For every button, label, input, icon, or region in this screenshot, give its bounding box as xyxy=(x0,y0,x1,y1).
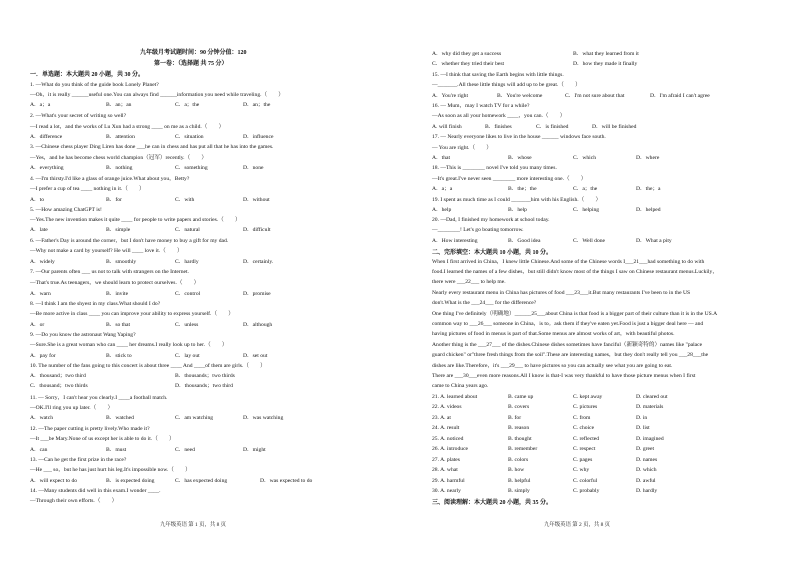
q19-stem: 19. I spent as much time as I could _______him with his English.（ ） xyxy=(432,197,602,203)
q18-option-b[interactable]: B．the；the xyxy=(508,186,537,192)
cloze-option[interactable]: C. pages xyxy=(573,457,593,463)
cloze-option[interactable]: D. list xyxy=(636,425,650,431)
q2-option-b[interactable]: B．attention xyxy=(106,134,135,140)
q11-option-b[interactable]: B．watched xyxy=(106,415,134,421)
q17-stem: 17. — Nearly everyone likes to live in the house ______ windows face south. xyxy=(432,134,606,140)
page-footer-1: 九年级英语 第 1 页，共 8 页 xyxy=(160,522,227,528)
q6-option-d[interactable]: D．certainly. xyxy=(243,259,274,265)
passage-line: One thing I've definitely（明确地）______25___about China is that food is a bigger part of their culture than it is in the US.A xyxy=(432,311,718,317)
q7-option-b[interactable]: B．invite xyxy=(106,291,129,297)
q1-option-d[interactable]: D．an；the xyxy=(243,102,271,108)
passage-line: food.I learned the names of a few dishes，but still didn't know most of the things I saw on Chinese restaurant menus.Luckily， xyxy=(432,269,718,275)
right-column xyxy=(432,0,772,561)
q8-option-c[interactable]: C．unless xyxy=(175,322,199,328)
q13-option-b[interactable]: B．is expected doing xyxy=(106,478,155,484)
q14-option-b[interactable]: B．what they learned from it xyxy=(573,51,639,57)
q19-option-d[interactable]: D．helped xyxy=(636,207,661,213)
q5-option-a[interactable]: A．late xyxy=(30,227,48,233)
cloze-option[interactable]: 21. A. learned about xyxy=(432,394,478,400)
q4-option-b[interactable]: B．for xyxy=(106,197,122,203)
q5-option-c[interactable]: C．natural xyxy=(175,227,200,233)
cloze-option[interactable]: 23. A. at xyxy=(432,415,451,421)
cloze-option[interactable]: B. for xyxy=(508,415,522,421)
cloze-option[interactable]: D. hardly xyxy=(636,488,658,494)
cloze-option[interactable]: C. choice xyxy=(573,425,595,431)
q10-option-a[interactable]: A．thousand；two third xyxy=(30,373,86,379)
q4-option-c[interactable]: C．with xyxy=(175,197,195,203)
q1-stem: 1. —What do you think of the guide book Lonely Planet? xyxy=(30,82,159,88)
cloze-option[interactable]: B. helpful xyxy=(508,478,531,484)
cloze-option[interactable]: C. respect xyxy=(573,446,596,452)
cloze-option[interactable]: B. simply xyxy=(508,488,530,494)
cloze-option[interactable]: D. which xyxy=(636,467,657,473)
q4-line2: —I prefer a cup of tea ____ nothing in it.（ ） xyxy=(30,186,145,192)
q2-stem: 2. —What's your secret of writing so well? xyxy=(30,113,127,119)
q7-option-a[interactable]: A．warn xyxy=(30,291,51,297)
q11-line2: —OK.I'll ring you up later.（ ） xyxy=(30,405,114,411)
q4-stem: 4. —I'm thirsty.I'd like a glass of orange juice.What about you，Betty? xyxy=(30,176,190,182)
q9-line2: —Sure.She is a great woman who can ____ her dreams.I really look up to her.（ ） xyxy=(30,342,228,348)
q4-option-a[interactable]: A．to xyxy=(30,197,44,203)
q16-option-d[interactable]: D．will be finished xyxy=(592,124,637,130)
q14-option-d[interactable]: D．how they made it finally xyxy=(573,61,638,67)
passage-line: came to China years ago. xyxy=(432,383,489,389)
passage-line: don't.What is the ___24___ for the difference? xyxy=(432,300,537,306)
section-one-heading: 一．单选题：本大题共 20 小题，共 30 分。 xyxy=(30,72,145,78)
cloze-option[interactable]: B. came up xyxy=(508,394,534,400)
q2-line2: —I read a lot，and the works of Lu Xun had a strong ____ on me as a child.（ ） xyxy=(30,124,225,130)
q15-line2: —_______.All these little things will add up to be great.（ ） xyxy=(432,82,581,88)
cloze-option[interactable]: C. from xyxy=(573,415,591,421)
q20-option-d[interactable]: D．What a pity xyxy=(636,238,672,244)
cloze-option[interactable]: D. awful xyxy=(636,478,656,484)
q6-line2: —Why not make a card by yourself? He will ____ love it.（ ） xyxy=(30,248,183,254)
cloze-option[interactable]: D. greet xyxy=(636,446,655,452)
passage-line: having pictures of food in menus is part of that.Some menus are almost works of art，with beautiful photos. xyxy=(432,331,675,337)
q12-line2: —It ___be Mary.None of us except her is able to do it.（ ） xyxy=(30,436,175,442)
part-one-heading: 第一卷：（选择题 共 75 分） xyxy=(154,61,228,67)
q8-option-a[interactable]: A．or xyxy=(30,322,45,328)
q10-option-d[interactable]: D．thousands；two third xyxy=(175,383,233,389)
cloze-option[interactable]: C. pictures xyxy=(573,404,598,410)
cloze-option[interactable]: 27. A. plates xyxy=(432,457,460,463)
page-footer-2: 九年级英语 第 2 页，共 8 页 xyxy=(544,522,611,528)
q1-option-c[interactable]: C．a；the xyxy=(175,102,200,108)
passage-line: Another thing is the ___27___ of the dishes.Chinese dishes sometimes have fanciful（新颖奇特的）names like "palace xyxy=(432,342,703,348)
q12-option-c[interactable]: C．need xyxy=(175,447,195,453)
cloze-option[interactable]: B. thought xyxy=(508,436,532,442)
q17-option-d[interactable]: D．where xyxy=(636,155,660,161)
cloze-option[interactable]: D. in xyxy=(636,415,648,421)
q20-line2: —________! Let's go boating tomorrow. xyxy=(432,227,524,233)
q9-option-b[interactable]: B．stick to xyxy=(106,353,132,359)
q2-option-d[interactable]: D．influence xyxy=(243,134,274,140)
q5-line2: —Yes.The new invention makes it quite ____ for people to write papers and stories.（ ） xyxy=(30,217,241,223)
q3-line2: —Yes，and he has become chess world champion（冠军）recently.（ ） xyxy=(30,155,207,161)
section-two-heading: 二、完形填空：本大题共 10 小题，共 10 分。 xyxy=(432,250,553,256)
q18-option-d[interactable]: D．the；a xyxy=(636,186,661,192)
q19-option-b[interactable]: B．help xyxy=(508,207,527,213)
q14-option-c[interactable]: C．whether they tried their best xyxy=(432,61,505,67)
q20-option-c[interactable]: C．Well done xyxy=(573,238,606,244)
q5-stem: 5. —How amazing ChatGPT is! xyxy=(30,207,102,213)
q13-option-a[interactable]: A．will expect to do xyxy=(30,478,78,484)
q17-line2: — You are right.（ ） xyxy=(432,145,492,151)
q17-option-c[interactable]: C．which xyxy=(573,155,596,161)
cloze-option[interactable]: B. how xyxy=(508,467,525,473)
q3-option-b[interactable]: B．nothing xyxy=(106,165,133,171)
q1-option-b[interactable]: B．an；an xyxy=(106,102,132,108)
q2-option-c[interactable]: C．situation xyxy=(175,134,204,140)
cloze-option[interactable]: C. kept away xyxy=(573,394,603,400)
q8-option-d[interactable]: D．although xyxy=(243,322,273,328)
q16-option-a[interactable]: A. will finish xyxy=(432,124,462,130)
q15-stem: 15. —I think that saving the Earth begins with little things. xyxy=(432,72,564,78)
q3-stem: 3. —Chinese chess player Ding Liren has done ___he can in chess and has put all that he has into the games. xyxy=(30,144,274,150)
q12-stem: 12. —The paper cutting is pretty lively.Who made it? xyxy=(30,426,150,432)
passage-line: When I first arrived in China，I knew little Chinese.And some of the Chinese words I___21___had something to do with xyxy=(432,259,705,265)
q13-line2: —He ___ so，but he has just hurt his leg.It's impossible now.（ ） xyxy=(30,467,191,473)
q7-option-c[interactable]: C．control xyxy=(175,291,201,297)
q9-stem: 9. —Do you know the astronaut Wang Yaping? xyxy=(30,332,136,338)
passage-line: dishes are like.Therefore，it's ___29___ to have pictures so you can actually see what you are going to eat. xyxy=(432,363,673,369)
cloze-option[interactable]: 24. A. result xyxy=(432,425,460,431)
q11-option-a[interactable]: A．watch xyxy=(30,415,53,421)
q12-option-d[interactable]: D．might xyxy=(243,447,266,453)
passage-line: There are ___30___even more reasons.All I know is that-I was very thankful to have those picture menus when I first xyxy=(432,373,696,379)
q10-option-b[interactable]: B．thousands；two thirds xyxy=(175,373,235,379)
q6-option-c[interactable]: C．hardly xyxy=(175,259,199,265)
q12-option-a[interactable]: A．can xyxy=(30,447,48,453)
q10-option-c[interactable]: C．thousand；two thirds xyxy=(30,383,88,389)
q16-line2: —As soon as all your homework ____，you can.（ ） xyxy=(432,113,566,119)
exam-title: 九年级月考试题时间：90 分钟分值：120 xyxy=(140,50,247,56)
q17-option-a[interactable]: A．that xyxy=(432,155,451,161)
q9-option-c[interactable]: C．lay out xyxy=(175,353,200,359)
cloze-option[interactable]: B. covers xyxy=(508,404,530,410)
left-column xyxy=(30,0,392,561)
cloze-option[interactable]: B. remember xyxy=(508,446,538,452)
cloze-option[interactable]: D. cleared out xyxy=(636,394,668,400)
q15-option-c[interactable]: C．I'm not sure about that xyxy=(565,93,625,99)
section-three-heading: 三、阅读理解：本大题共 20 小题，共 35 分。 xyxy=(432,500,553,506)
passage-line: guard chicken" or"three fresh things from the soil".These are interesting names，but they don't really tell you ___28___the xyxy=(432,352,709,358)
q15-option-d[interactable]: D．I'm afraid I can't agree xyxy=(650,93,710,99)
q3-option-d[interactable]: D．none xyxy=(243,165,264,171)
cloze-option[interactable]: 22. A. videos xyxy=(432,404,462,410)
cloze-option[interactable]: D. imagined xyxy=(636,436,664,442)
q19-option-a[interactable]: A．help xyxy=(432,207,452,213)
q13-option-c[interactable]: C．has expected doing xyxy=(175,478,228,484)
q18-option-a[interactable]: A．a；a xyxy=(432,186,453,192)
q3-option-c[interactable]: C．something xyxy=(175,165,208,171)
q15-option-b[interactable]: B．You're welcome xyxy=(497,93,543,99)
q1-line2: —Oh，it is really ______useful one.You can always find ______information you need while traveling.（ ） xyxy=(30,92,284,98)
q3-option-a[interactable]: A．everything xyxy=(30,165,64,171)
q6-stem: 6. —Father's Day is around the corner，but I don't have money to buy a gift for my dad. xyxy=(30,238,229,244)
cloze-option[interactable]: 29. A. harmful xyxy=(432,478,465,484)
q8-stem: 8. —I think I am the shyest in my class.What should I do? xyxy=(30,301,161,307)
q20-option-b[interactable]: B．Good idea xyxy=(508,238,541,244)
cloze-option[interactable]: B. colors xyxy=(508,457,529,463)
passage-line: there were ___22___ to help me. xyxy=(432,279,506,285)
cloze-option[interactable]: 25. A. noticed xyxy=(432,436,464,442)
q16-option-c[interactable]: C．is finished xyxy=(536,124,569,130)
cloze-option[interactable]: C. why xyxy=(573,467,590,473)
q18-stem: 18. —This is ________ novel I've told you many times. xyxy=(432,165,557,171)
q2-option-a[interactable]: A．difference xyxy=(30,134,63,140)
cloze-option[interactable]: 28. A. what xyxy=(432,467,458,473)
cloze-option[interactable]: C. reflected xyxy=(573,436,600,442)
cloze-option[interactable]: C. probably xyxy=(573,488,600,494)
q18-option-c[interactable]: C．a；the xyxy=(573,186,598,192)
q13-option-d[interactable]: D．was expected to do xyxy=(260,478,313,484)
q1-option-a[interactable]: A．a；a xyxy=(30,102,51,108)
q5-option-d[interactable]: D．difficult xyxy=(243,227,271,233)
q20-stem: 20. —Dad, I finished my homework at school today. xyxy=(432,217,550,223)
cloze-option[interactable]: D. names xyxy=(636,457,658,463)
q16-stem: 16. — Mum，may I watch TV for a while? xyxy=(432,103,530,109)
q11-stem: 11. — Sorry，I can't hear you clearly.I ____a football match. xyxy=(30,395,168,401)
q8-option-b[interactable]: B．so that xyxy=(106,322,131,328)
q20-option-a[interactable]: A．How interesting xyxy=(432,238,478,244)
q14-option-a[interactable]: A．why did they get a success xyxy=(432,51,502,57)
q7-option-d[interactable]: D．promise xyxy=(243,291,271,297)
q12-option-b[interactable]: B．must xyxy=(106,447,127,453)
cloze-option[interactable]: D. materials xyxy=(636,404,664,410)
passage-line: common way to ___26___ someone in China，is to。ask them if they've eaten yet.Food is just a bigger deal here — and xyxy=(432,321,704,327)
q18-line2: —It's great.I've never seen ________ more interesting one.（ ） xyxy=(432,176,587,182)
q11-option-c[interactable]: C．am watching xyxy=(175,415,214,421)
cloze-option[interactable]: C. colorful xyxy=(573,478,598,484)
q6-option-b[interactable]: B．smoothly xyxy=(106,259,137,265)
q11-option-d[interactable]: D．was watching xyxy=(243,415,284,421)
q10-stem: 10. The number of the fans going to this concert is about three ____ And ____of them are girls.（ ） xyxy=(30,363,266,369)
q14-line2: —Through their own efforts.（ ） xyxy=(30,498,118,504)
q19-option-c[interactable]: C．helping xyxy=(573,207,600,213)
q14-stem: 14. —Many students did well in this exam.I wonder ____. xyxy=(30,488,161,494)
q7-line2: —That's true.As teenagers，we should learn to protect ourselves.（ ） xyxy=(30,280,200,286)
q7-stem: 7. —Our parents often ___ us not to talk with strangers on the Internet. xyxy=(30,269,189,275)
q8-line2: —Be more active in class ____ you can improve your ability to express yourself.（ ） xyxy=(30,311,234,317)
cloze-option[interactable]: 30. A. nearly xyxy=(432,488,461,494)
q13-stem: 13. —Can he get the first prize in the race? xyxy=(30,457,127,463)
q5-option-b[interactable]: B．simple xyxy=(106,227,131,233)
q6-option-a[interactable]: A．widely xyxy=(30,259,55,265)
q15-option-a[interactable]: A．You're right xyxy=(432,93,469,99)
q17-option-b[interactable]: B．whose xyxy=(508,155,532,161)
passage-line: Nearly every restaurant menu in China has pictures of food ___23___it.But many restaurants I've been to in the US xyxy=(432,290,691,296)
cloze-option[interactable]: 26. A. introduce xyxy=(432,446,469,452)
q4-option-d[interactable]: D．without xyxy=(243,197,270,203)
q9-option-a[interactable]: A．pay for xyxy=(30,353,56,359)
q9-option-d[interactable]: D．set out xyxy=(243,353,268,359)
q16-option-b[interactable]: B．finishes xyxy=(485,124,512,130)
cloze-option[interactable]: B. reason xyxy=(508,425,530,431)
